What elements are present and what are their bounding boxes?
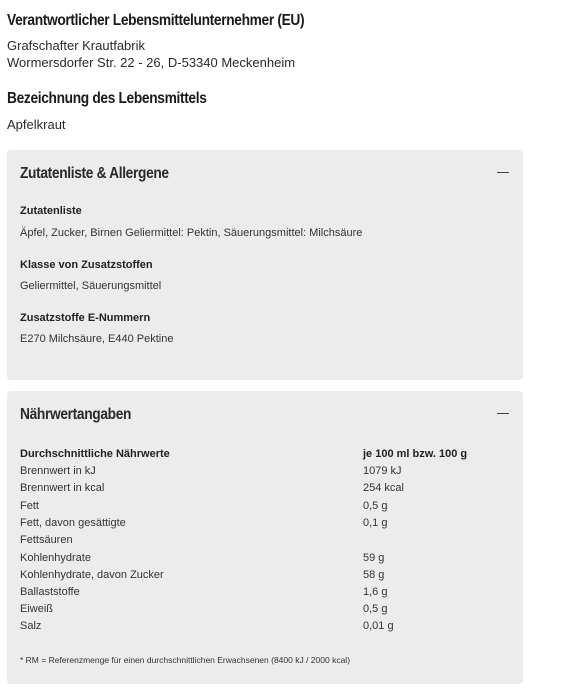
nutrition-footnote: * RM = Referenzmenge für einen durchschnittlichen Erwachsenen (8400 kJ / 2000 kcal)	[20, 655, 351, 665]
additive-class-label: Klasse von Zusatzstoffen	[20, 259, 153, 271]
nutrition-header-value: je 100 ml bzw. 100 g	[363, 448, 468, 460]
operator-heading: Verantwortlicher Lebensmittelunternehmer (EU)	[7, 12, 305, 29]
nutrient-name: Brennwert in kcal	[20, 482, 105, 494]
ingredients-list-label: Zutatenliste	[20, 205, 82, 217]
nutrient-value: 0,5 g	[363, 500, 388, 512]
nutrient-value: 254 kcal	[363, 482, 404, 494]
nutrient-name: Kohlenhydrate	[20, 552, 91, 564]
nutrient-value: 0,5 g	[363, 603, 388, 615]
additive-class-value: Geliermittel, Säuerungsmittel	[20, 280, 162, 292]
table-row	[20, 586, 510, 603]
nutrition-table-header	[20, 448, 510, 465]
operator-company: Grafschafter Krautfabrik	[7, 38, 145, 53]
nutrition-panel	[7, 391, 523, 684]
table-row	[20, 534, 510, 551]
table-row	[20, 465, 510, 482]
nutrient-value: 0,01 g	[363, 620, 394, 632]
designation-value: Apfelkraut	[7, 117, 66, 132]
operator-address: Wormersdorfer Str. 22 - 26, D-53340 Meckenheim	[7, 55, 296, 70]
nutrient-name: Brennwert in kJ	[20, 465, 96, 477]
table-row	[20, 482, 510, 499]
table-row	[20, 552, 510, 569]
table-row	[20, 569, 510, 586]
nutrient-value: 1,6 g	[363, 586, 388, 598]
nutrient-value: 59 g	[363, 552, 385, 564]
designation-heading: Bezeichnung des Lebensmittels	[7, 90, 207, 107]
nutrient-name: Kohlenhydrate, davon Zucker	[20, 569, 164, 581]
nutrient-name: Eiweiß	[20, 603, 54, 615]
nutrient-name: Fett	[20, 500, 39, 512]
nutrient-name: Ballaststoffe	[20, 586, 80, 598]
table-row	[20, 620, 510, 637]
nutrient-name: Salz	[20, 620, 42, 632]
ingredients-panel-title[interactable]: Zutatenliste & Allergene	[20, 165, 169, 182]
nutrient-name: Fettsäuren	[20, 534, 73, 546]
nutrient-value: 1079 kJ	[363, 465, 402, 477]
nutrition-header-name: Durchschnittliche Nährwerte	[20, 448, 170, 460]
ingredients-collapse-icon[interactable]	[497, 167, 509, 179]
table-row	[20, 603, 510, 620]
nutrient-value: 0,1 g	[363, 517, 388, 529]
nutrition-collapse-icon[interactable]	[497, 408, 509, 420]
ingredients-list-value: Äpfel, Zucker, Birnen Geliermittel: Pektin, Säuerungsmittel: Milchsäure	[20, 227, 363, 239]
table-row	[20, 500, 510, 517]
nutrition-panel-title[interactable]: Nährwertangaben	[20, 406, 132, 423]
table-row	[20, 517, 510, 534]
nutrient-value: 58 g	[363, 569, 385, 581]
nutrient-name: Fett, davon gesättigte	[20, 517, 126, 529]
ingredients-panel	[7, 150, 523, 380]
e-numbers-label: Zusatzstoffe E-Nummern	[20, 312, 151, 324]
e-numbers-value: E270 Milchsäure, E440 Pektine	[20, 333, 174, 345]
